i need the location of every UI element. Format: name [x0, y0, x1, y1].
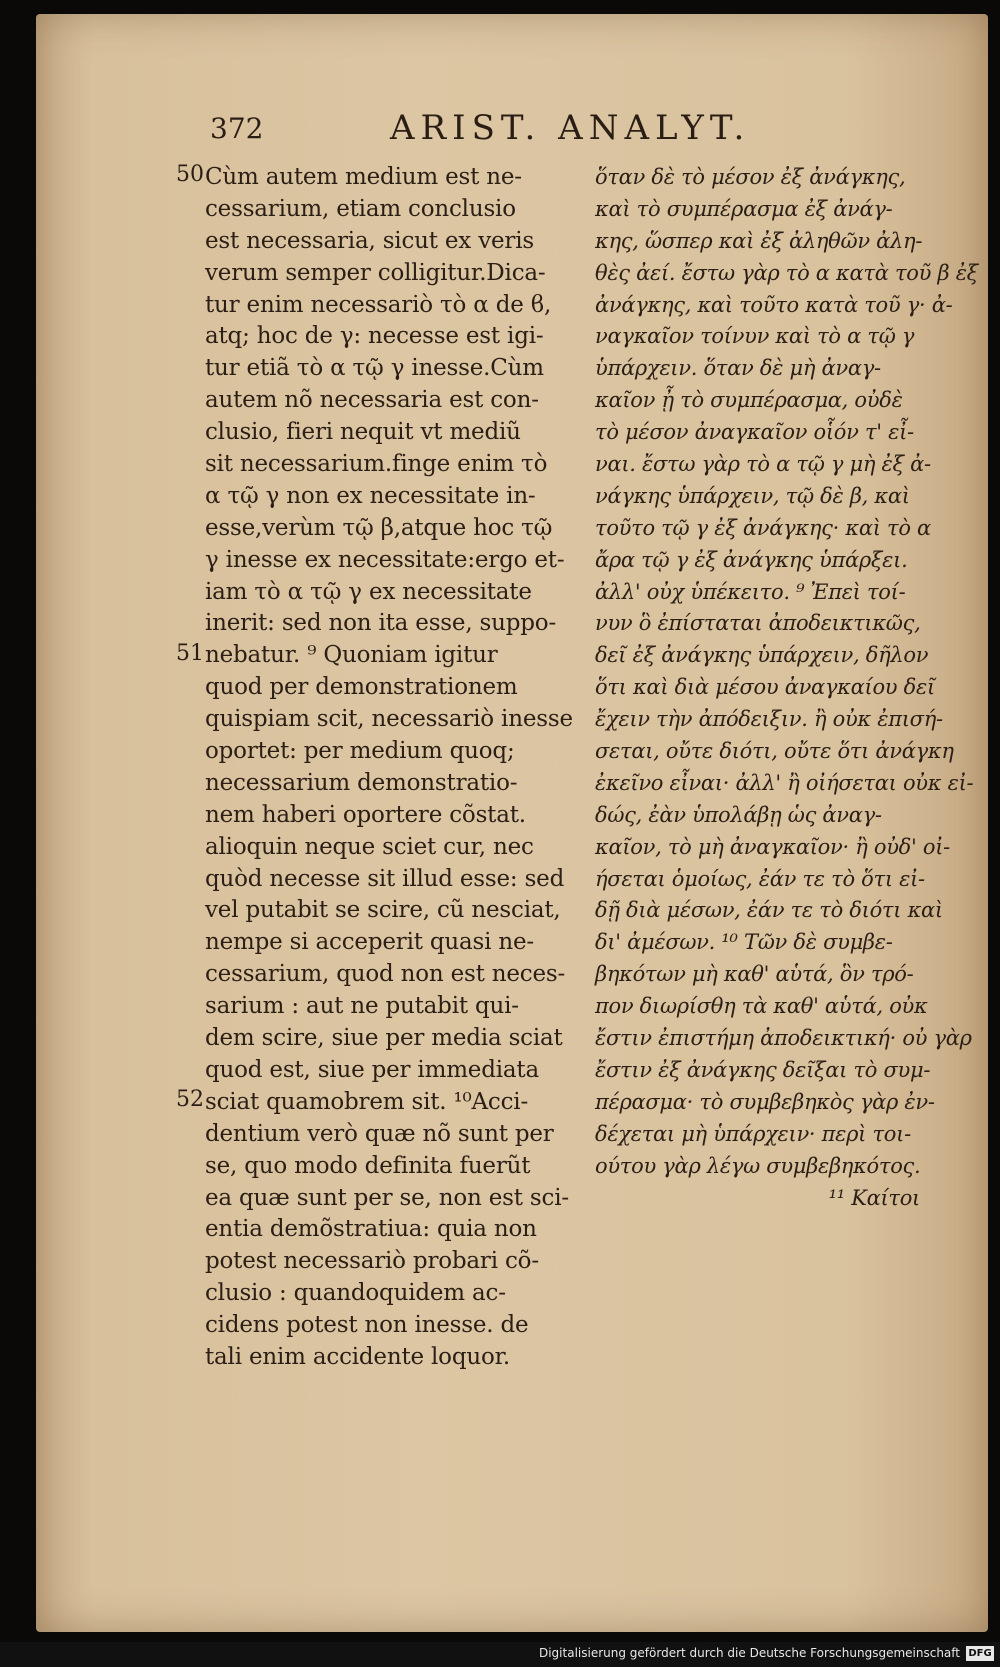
text-line: δεῖ ἐξ ἀνάγκης ὑπάρχειν, δῆλον — [595, 643, 929, 668]
latin-column — [205, 162, 573, 1374]
text-line: est necessaria, sicut ex veris — [205, 227, 534, 254]
text-line: tur etiã τὸ α τῷ γ inesse.Cùm — [205, 355, 544, 382]
text-line: νάγκης ὑπάρχειν, τῷ δὲ β, καὶ — [595, 483, 910, 508]
text-line: nempe si acceperit quasi ne- — [205, 929, 534, 956]
text-line: κης, ὥσπερ καὶ ἐξ ἀληθῶν ἀλη- — [595, 228, 923, 253]
text-line: ὑπάρχειν. ὅταν δὲ μὴ ἀναγ- — [595, 356, 881, 381]
text-line: δέχεται μὴ ὑπάρχειν· περὶ τοι- — [595, 1121, 911, 1146]
text-line: δῇ διὰ μέσων, ἐάν τε τὸ διότι καὶ — [595, 898, 943, 923]
text-line: cessarium, etiam conclusio — [205, 195, 516, 222]
page-number: 372 — [210, 112, 264, 145]
text-line: πον διωρίσθη τὰ καθ' αὑτά, οὐκ — [595, 994, 928, 1019]
text-line: quod per demonstrationem — [205, 674, 518, 701]
running-title: ARIST. ANALYT. — [390, 108, 751, 148]
catchword: ¹¹ Καίτοι — [828, 1185, 920, 1210]
text-line: sarium : aut ne putabit qui- — [205, 993, 519, 1020]
text-line: ούτου γὰρ λέγω συμβεβηκότος. — [595, 1153, 921, 1178]
text-line: νυν ὃ ἐπίσταται ἀποδεικτικῶς, — [595, 611, 921, 636]
text-line: nebatur. ⁹ Quoniam igitur — [205, 642, 498, 669]
text-line: ἔστιν ἐξ ἀνάγκης δεῖξαι τὸ συμ- — [595, 1057, 931, 1082]
text-line: autem nõ necessaria est con- — [205, 387, 539, 414]
text-line: quòd necesse sit illud esse: sed — [205, 865, 565, 892]
text-line: nem haberi oportere cõstat. — [205, 801, 526, 828]
text-line: ἄρα τῷ γ ἐξ ἀνάγκης ὑπάρξει. — [595, 547, 908, 572]
text-line: sciat quamobrem sit. ¹⁰Acci- — [205, 1088, 529, 1115]
text-line: ea quæ sunt per se, non est sci- — [205, 1184, 569, 1211]
text-line: clusio : quandoquidem ac- — [205, 1280, 506, 1307]
text-line: verum semper colligitur.Dica- — [205, 259, 546, 286]
text-line: ναγκαῖον τοίνυν καὶ τὸ α τῷ γ — [595, 324, 915, 349]
text-line: ἐκεῖνο εἶναι· ἀλλ' ἢ οἰήσεται οὐκ εἰ- — [595, 770, 974, 795]
text-line: πέρασμα· τὸ συμβεβηκὸς γὰρ ἐν- — [595, 1089, 935, 1114]
margin-number: 51 — [176, 641, 204, 666]
digitization-credit: Digitalisierung gefördert durch die Deutsche Forschungsgemeinschaft — [538, 1646, 960, 1660]
text-line: potest necessariò probari cõ- — [205, 1248, 539, 1275]
dfg-logo: DFG — [966, 1646, 994, 1661]
text-line: cidens potest non inesse. de — [205, 1312, 529, 1339]
text-line: ναι. ἔστω γὰρ τὸ α τῷ γ μὴ ἐξ ἀ- — [595, 452, 931, 477]
text-line: iam τὸ α τῷ γ ex necessitate — [205, 578, 532, 605]
text-line: dem scire, siue per media sciat — [205, 1025, 563, 1052]
text-line: δώς, ἐὰν ὑπολάβῃ ὡς ἀναγ- — [595, 802, 882, 827]
text-line: ήσεται ὁμοίως, ἐάν τε τὸ ὅτι εἰ- — [595, 866, 925, 891]
text-line: clusio, fieri nequit vt mediũ — [205, 419, 521, 446]
text-line: καὶ τὸ συμπέρασμα ἐξ ἀνάγ- — [595, 196, 893, 221]
text-line: se, quo modo definita fuerũt — [205, 1152, 531, 1179]
text-line: δι' ἀμέσων. ¹⁰ Τῶν δὲ συμβε- — [595, 930, 893, 955]
text-line: ἀλλ' οὐχ ὑπέκειτο. ⁹ Ἐπεὶ τοί- — [595, 579, 906, 604]
text-line: quispiam scit, necessariò inesse — [205, 706, 573, 733]
text-line: necessarium demonstratio- — [205, 769, 518, 796]
text-line: dentium verò quæ nõ sunt per — [205, 1120, 554, 1147]
text-line: alioquin neque sciet cur, nec — [205, 833, 534, 860]
text-line: τὸ μέσον ἀναγκαῖον οἷόν τ' εἶ- — [595, 420, 914, 445]
text-line: σεται, οὔτε διότι, οὔτε ὅτι ἀνάγκη — [595, 739, 954, 764]
text-line: τοῦτο τῷ γ ἐξ ἀνάγκης· καὶ τὸ α — [595, 515, 931, 540]
text-line: esse,verùm τῷ β,atque hoc τῷ — [205, 514, 553, 541]
text-line: inerit: sed non ita esse, suppo- — [205, 610, 557, 637]
margin-number: 50 — [176, 162, 204, 187]
text-line: ἔχειν τὴν ἀπόδειξιν. ἢ οὐκ ἐπισή- — [595, 707, 943, 732]
text-line: tur enim necessariò τὸ α de ϐ, — [205, 291, 552, 318]
text-line: vel putabit se scire, cũ nesciat, — [205, 897, 561, 924]
text-line: tali enim accidente loquor. — [205, 1343, 510, 1370]
text-line: ἔστιν ἐπιστήμη ἀποδεικτική· οὐ γὰρ — [595, 1026, 972, 1051]
text-line: α τῷ γ non ex necessitate in- — [205, 482, 536, 509]
text-line: καῖον ᾖ τὸ συμπέρασμα, οὐδὲ — [595, 388, 903, 413]
footer-bar — [0, 1642, 1000, 1667]
text-line: quod est, siue per immediata — [205, 1056, 539, 1083]
text-line: καῖον, τὸ μὴ ἀναγκαῖον· ἢ οὐδ' οἰ- — [595, 834, 950, 859]
text-line: θὲς ἀεί. ἔστω γὰρ τὸ α κατὰ τοῦ β ἐξ — [595, 260, 978, 285]
text-line: γ inesse ex necessitate:ergo et- — [205, 546, 565, 573]
text-line: ὅταν δὲ τὸ μέσον ἐξ ἀνάγκης, — [595, 165, 906, 189]
text-line: atq; hoc de γ: necesse est igi- — [205, 323, 544, 350]
text-line: ὅτι καὶ διὰ μέσου ἀναγκαίου δεῖ — [595, 675, 935, 700]
text-line: βηκότων μὴ καθ' αὑτά, ὃν τρό- — [595, 962, 914, 987]
greek-column — [595, 162, 978, 1214]
margin-number: 52 — [176, 1087, 204, 1112]
text-line: sit necessarium.finge enim τὸ — [205, 451, 548, 478]
text-line: entia demõstratiua: quia non — [205, 1216, 537, 1243]
text-line: oportet: per medium quoq; — [205, 738, 515, 765]
text-line: Cùm autem medium est ne- — [205, 164, 522, 190]
text-line: ἀνάγκης, καὶ τοῦτο κατὰ τοῦ γ· ἀ- — [595, 292, 953, 317]
text-line: cessarium, quod non est neces- — [205, 961, 566, 988]
